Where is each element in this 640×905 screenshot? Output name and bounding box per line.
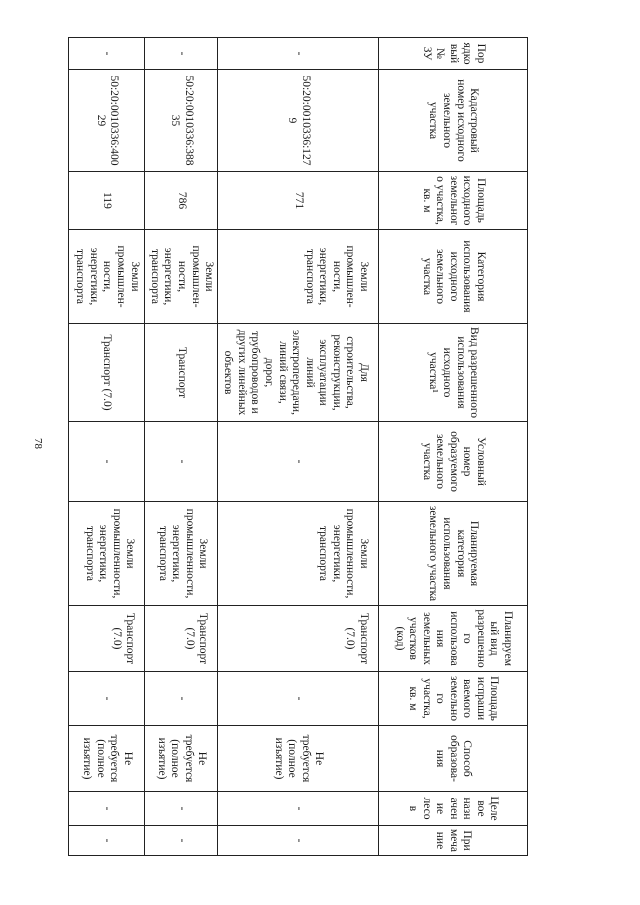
cell-requested-area: - — [69, 672, 145, 726]
header-planned-use: Планируемый вид разрешенного использования земельных участков (код) — [379, 606, 528, 672]
cell-source-area: 786 — [145, 172, 218, 230]
header-forest-purpose: Целевое назначение лесов — [379, 792, 528, 826]
cell-planned-use: Транспорт (7.0) — [218, 606, 379, 672]
table-row — [69, 38, 145, 856]
land-plots-table — [68, 37, 528, 856]
cell-source-area: 771 — [218, 172, 379, 230]
cell-formation-method: Не требуется (полное изъятие) — [218, 726, 379, 792]
header-formation-method: Способ образова-ния — [379, 726, 528, 792]
cell-cadastral-number: 50:20:0010336:38835 — [145, 70, 218, 172]
cell-source-permitted-use: Для строительства, реконструкции, эксплуатации линий электропередачи, линий связи, дорог, трубопроводов и других линейных объектов — [218, 324, 379, 422]
cell-note: - — [69, 826, 145, 856]
cell-conditional-number: - — [218, 422, 379, 502]
header-requested-area: Площадь испрашиваемого земельного участка, кв. м — [379, 672, 528, 726]
cell-source-area: 119 — [69, 172, 145, 230]
cell-source-category: Земли промышлен-ности, энергетики, транспорта — [218, 230, 379, 324]
cell-planned-use: Транспорт (7.0) — [145, 606, 218, 672]
header-note: Примечание — [379, 826, 528, 856]
cell-planned-category: Земли промышленности, энергетики, транспорта — [145, 502, 218, 606]
cell-order-number: - — [218, 38, 379, 70]
table-header-row — [379, 38, 528, 856]
cell-forest-purpose: - — [145, 792, 218, 826]
table-row — [145, 38, 218, 856]
cell-note: - — [218, 826, 379, 856]
header-conditional-number: Условный номер образуемого земельного участка — [379, 422, 528, 502]
cell-note: - — [145, 826, 218, 856]
header-order-number: Порядковый № ЗУ — [379, 38, 528, 70]
cell-order-number: - — [69, 38, 145, 70]
table-row — [218, 38, 379, 856]
cell-formation-method: Не требуется (полное изъятие) — [69, 726, 145, 792]
cell-planned-use: Транспорт (7.0) — [69, 606, 145, 672]
cell-planned-category: Земли промышленности, энергетики, транспорта — [69, 502, 145, 606]
cell-planned-category: Земли промышленности, энергетики, транспорта — [218, 502, 379, 606]
cell-conditional-number: - — [145, 422, 218, 502]
cell-forest-purpose: - — [218, 792, 379, 826]
header-source-category: Категория использования исходного земельного участка — [379, 230, 528, 324]
cell-source-category: Земли промышлен-ности, энергетики, транспорта — [69, 230, 145, 324]
header-cadastral-number: Кадастровый номер исходного земельного участка — [379, 70, 528, 172]
page-number: 78 — [32, 438, 44, 449]
rotated-table-container — [68, 37, 528, 855]
cell-source-permitted-use: Транспорт — [145, 324, 218, 422]
cell-formation-method: Не требуется (полное изъятие) — [145, 726, 218, 792]
cell-source-permitted-use: Транспорт (7.0) — [69, 324, 145, 422]
cell-source-category: Земли промышлен-ности, энергетики, транспорта — [145, 230, 218, 324]
cell-conditional-number: - — [69, 422, 145, 502]
cell-forest-purpose: - — [69, 792, 145, 826]
header-planned-category: Планируемая категория использования земельного участка — [379, 502, 528, 606]
cell-cadastral-number: 50:20:0010336:40029 — [69, 70, 145, 172]
header-source-permitted-use: Вид разрешенного использования исходного участка¹ — [379, 324, 528, 422]
cell-order-number: - — [145, 38, 218, 70]
cell-requested-area: - — [145, 672, 218, 726]
cell-cadastral-number: 50:20:0010336:1279 — [218, 70, 379, 172]
cell-requested-area: - — [218, 672, 379, 726]
header-source-area: Площадь исходного земельного участка, кв. м — [379, 172, 528, 230]
